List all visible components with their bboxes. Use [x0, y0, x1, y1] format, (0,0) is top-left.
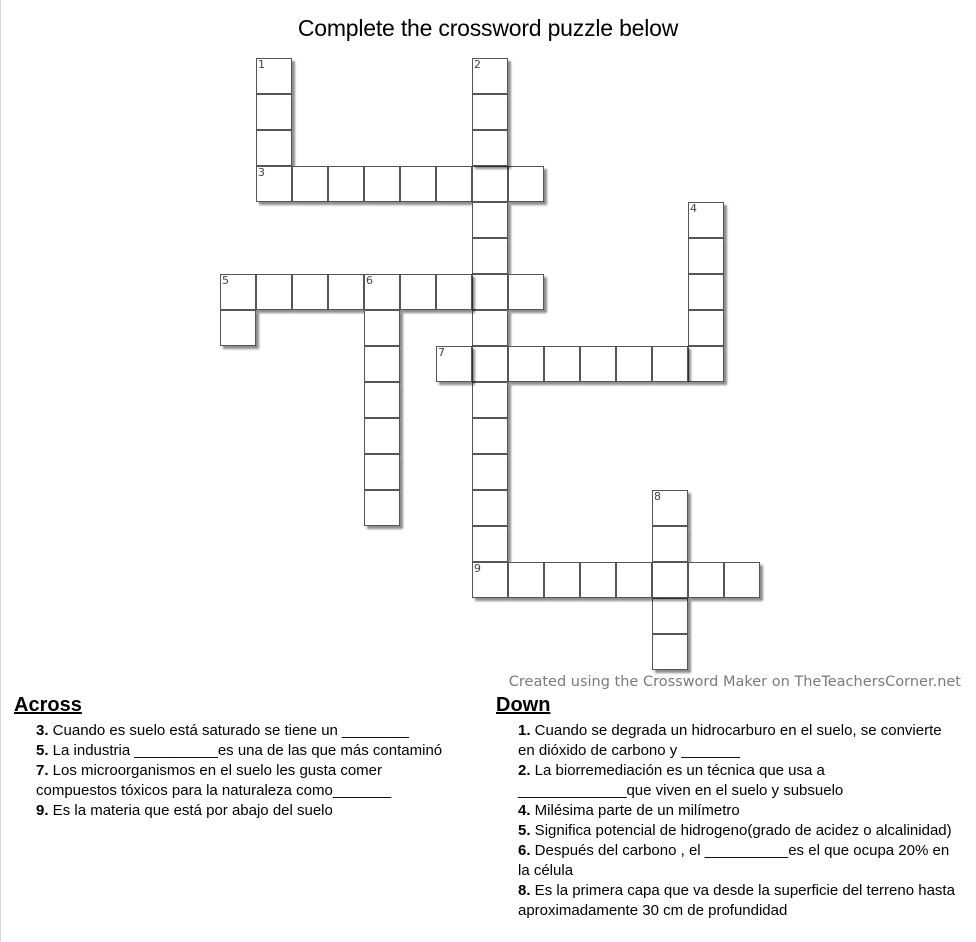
clue-down-6	[496, 841, 962, 881]
clue-down-2	[496, 761, 962, 801]
crossword-cell[interactable]	[364, 274, 400, 310]
crossword-cell[interactable]	[472, 202, 508, 238]
across-clue-list	[14, 721, 464, 821]
crossword-cell[interactable]	[508, 166, 544, 202]
crossword-cell[interactable]	[400, 166, 436, 202]
crossword-cell[interactable]	[472, 382, 508, 418]
crossword-cell[interactable]	[652, 346, 688, 382]
crossword-cell[interactable]	[616, 346, 652, 382]
crossword-cell[interactable]	[544, 562, 580, 598]
crossword-cell[interactable]	[400, 274, 436, 310]
crossword-cell[interactable]	[652, 526, 688, 562]
crossword-cell[interactable]	[472, 346, 508, 382]
crossword-cell[interactable]	[652, 598, 688, 634]
cell-number: 6	[366, 274, 373, 287]
clue-down-5	[496, 821, 962, 841]
crossword-cell[interactable]	[652, 490, 688, 526]
crossword-cell[interactable]	[580, 346, 616, 382]
crossword-cell[interactable]	[220, 274, 256, 310]
crossword-cell[interactable]	[652, 634, 688, 670]
clue-number: 8.	[518, 882, 531, 899]
clue-across-7	[14, 761, 464, 801]
clue-number: 3.	[36, 722, 49, 739]
crossword-cell[interactable]	[688, 562, 724, 598]
clue-number: 1.	[518, 722, 531, 739]
crossword-cell[interactable]	[472, 562, 508, 598]
clue-across-3	[14, 721, 464, 741]
crossword-cell[interactable]	[472, 490, 508, 526]
clue-number: 2.	[518, 762, 531, 779]
crossword-cell[interactable]	[256, 94, 292, 130]
crossword-cell[interactable]	[292, 274, 328, 310]
crossword-cell[interactable]	[472, 274, 508, 310]
crossword-cell[interactable]	[472, 58, 508, 94]
crossword-cell[interactable]	[508, 562, 544, 598]
crossword-cell[interactable]	[364, 454, 400, 490]
crossword-cell[interactable]	[364, 166, 400, 202]
crossword-cell[interactable]	[688, 238, 724, 274]
down-heading: Down	[496, 694, 551, 716]
crossword-cell[interactable]	[256, 166, 292, 202]
crossword-cell[interactable]	[364, 310, 400, 346]
clue-text: Después del carbono , el __________es el que ocupa 20% en la célula	[518, 842, 950, 879]
clue-down-8	[496, 881, 962, 921]
crossword-cell[interactable]	[328, 274, 364, 310]
cell-number: 4	[690, 202, 697, 215]
crossword-cell[interactable]	[472, 94, 508, 130]
crossword-cell[interactable]	[256, 130, 292, 166]
crossword-cell[interactable]	[688, 346, 724, 382]
crossword-cell[interactable]	[688, 310, 724, 346]
crossword-cell[interactable]	[436, 346, 472, 382]
clue-text: Es la primera capa que va desde la superficie del terreno hasta aproximadamente 30 cm de profundidad	[518, 882, 955, 919]
cell-number: 9	[474, 562, 481, 575]
clue-number: 9.	[36, 802, 49, 819]
crossword-cell[interactable]	[292, 166, 328, 202]
crossword-cell[interactable]	[472, 130, 508, 166]
crossword-cell[interactable]	[688, 274, 724, 310]
crossword-cell[interactable]	[472, 166, 508, 202]
page-title: Complete the crossword puzzle below	[297, 15, 679, 41]
cell-number: 7	[438, 346, 445, 359]
crossword-cell[interactable]	[364, 346, 400, 382]
down-clues	[496, 694, 962, 921]
crossword-cell[interactable]	[472, 454, 508, 490]
crossword-cell[interactable]	[328, 166, 364, 202]
cell-number: 1	[258, 58, 265, 71]
crossword-cell[interactable]	[472, 310, 508, 346]
clue-text: Es la materia que está por abajo del suelo	[48, 802, 333, 819]
across-clues	[14, 694, 464, 821]
crossword-cell[interactable]	[616, 562, 652, 598]
clue-number: 4.	[518, 802, 531, 819]
clue-down-1	[496, 721, 962, 761]
crossword-cell[interactable]	[508, 274, 544, 310]
crossword-cell[interactable]	[724, 562, 760, 598]
crossword-cell[interactable]	[544, 346, 580, 382]
crossword-cell[interactable]	[256, 58, 292, 94]
crossword-cell[interactable]	[220, 310, 256, 346]
crossword-cell[interactable]	[688, 202, 724, 238]
clue-number: 5.	[36, 742, 49, 759]
clue-text: Los microorganismos en el suelo les gusta comer compuestos tóxicos para la naturaleza como_______	[36, 762, 392, 799]
clue-text: La biorremediación es un técnica que usa a _____________que viven en el suelo y subsuelo	[518, 762, 844, 799]
clue-text: Significa potencial de hidrogeno(grado de acidez o alcalinidad)	[530, 822, 952, 839]
credit-text: Created using the Crossword Maker on TheTeachersCorner.net	[508, 674, 961, 690]
crossword-cell[interactable]	[652, 562, 688, 598]
crossword-cell[interactable]	[364, 418, 400, 454]
clue-text: La industria __________es una de las que más contaminó	[48, 742, 443, 759]
clue-text: Cuando es suelo está saturado se tiene un ________	[48, 722, 409, 739]
across-heading: Across	[14, 694, 82, 716]
clue-number: 7.	[36, 762, 49, 779]
crossword-cell[interactable]	[364, 490, 400, 526]
clue-across-5	[14, 741, 464, 761]
crossword-cell[interactable]	[580, 562, 616, 598]
crossword-cell[interactable]	[436, 166, 472, 202]
cell-number: 2	[474, 58, 481, 71]
clue-number: 5.	[518, 822, 531, 839]
clue-text: Milésima parte de un milímetro	[530, 802, 740, 819]
cell-number: 8	[654, 490, 661, 503]
crossword-cell[interactable]	[364, 382, 400, 418]
clue-text: Cuando se degrada un hidrocarburo en el suelo, se convierte en dióxido de carbono y _______	[518, 722, 942, 759]
crossword-cell[interactable]	[472, 238, 508, 274]
crossword-cell[interactable]	[256, 274, 292, 310]
crossword-cell[interactable]	[472, 418, 508, 454]
clue-number: 6.	[518, 842, 531, 859]
clue-down-4	[496, 801, 962, 821]
down-clue-list	[496, 721, 962, 921]
crossword-cell[interactable]	[508, 346, 544, 382]
cell-number: 3	[258, 166, 265, 179]
crossword-cell[interactable]	[472, 526, 508, 562]
cell-number: 5	[222, 274, 229, 287]
crossword-cell[interactable]	[436, 274, 472, 310]
clue-across-9	[14, 801, 464, 821]
